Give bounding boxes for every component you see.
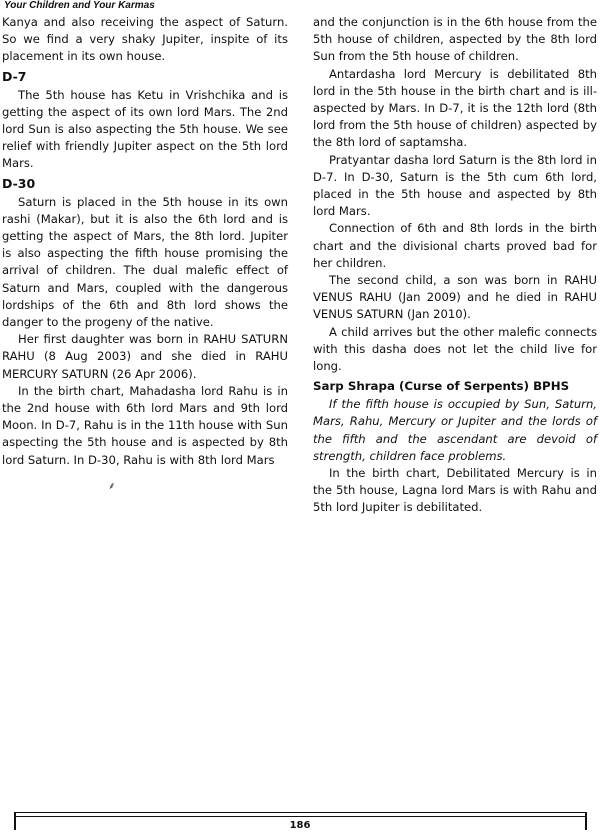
section-heading-d7: D-7 xyxy=(2,68,27,84)
paragraph: Kanya and also receiving the aspect of Saturn. So we find a very shaky Jupiter, inspite of its placement in its own house. xyxy=(2,15,288,64)
paragraph: The 5th house has Ketu in Vrishchika and is getting the aspect of its own lord Mars. The 2nd lord Sun is also aspecting the 5th house. We see relief with friendly Jupiter aspect on the 5th lord Mars. xyxy=(2,87,288,171)
paragraph: The second child, a son was born in RAHU VENUS RAHU (Jan 2009) and he died in RAHU VENUS SATURN (Jan 2010). xyxy=(313,273,597,322)
running-head: Your Children and Your Karmas xyxy=(4,0,155,11)
left-column xyxy=(2,14,288,469)
footer-rule xyxy=(14,812,586,813)
section-heading-d30: D-30 xyxy=(2,175,36,191)
paragraph: and the conjunction is in the 6th house from the 5th house of children, aspected by the 8th lord Sun from the 5th house of children. xyxy=(313,15,597,64)
paragraph: Connection of 6th and 8th lords in the birth chart and the divisional charts proved bad for her children. xyxy=(313,221,597,270)
page-number: 186 xyxy=(289,820,311,831)
quoted-rule: If the fifth house is occupied by Sun, Saturn, Mars, Rahu, Mercury or Jupiter and the lords of the fifth and the ascendant are devoid of strength, children face problems. xyxy=(313,397,597,463)
footer-rule xyxy=(14,816,586,817)
paragraph: Pratyantar dasha lord Saturn is the 8th lord in D-7. In D-30, Saturn is the 5th cum 6th lord, placed in the 5th house and aspected by 8th lord Mars. xyxy=(313,152,597,219)
right-column xyxy=(313,14,597,517)
paragraph: Her first daughter was born in RAHU SATURN RAHU (8 Aug 2003) and she died in RAHU MERCURY SATURN (26 Apr 2006). xyxy=(2,332,288,381)
paragraph: Saturn is placed in the 5th house in its own rashi (Makar), but it is also the 6th lord and is getting the aspect of Mars, the 8th lord. Jupiter is also aspecting the fifth house promising the arrival of children. The dual malefic effect of Saturn and Mars, coupled with the dangerous lordships of the 6th and 8th lord shows the danger to the progeny of the native. xyxy=(2,194,288,330)
paragraph: In the birth chart, Mahadasha lord Rahu is in the 2nd house with 6th lord Mars and 9th lord Moon. In D-7, Rahu is in the 11th house with Sun aspecting the 5th house and is aspected by 8th lord Saturn. In D-30, Rahu is with 8th lord Mars xyxy=(2,383,288,467)
section-heading-sarp-shrapa: Sarp Shrapa (Curse of Serpents) BPHS xyxy=(313,379,570,394)
paragraph: A child arrives but the other malefic connects with this dasha does not let the child live for long. xyxy=(313,324,597,374)
paragraph: In the birth chart, Debilitated Mercury is in the 5th house, Lagna lord Mars is with Rahu and 5th lord Jupiter is debilitated. xyxy=(313,466,597,515)
stray-mark: ⸙ xyxy=(108,481,116,492)
paragraph: Antardasha lord Mercury is debilitated 8th lord in the 5th house in the birth chart and is ill-aspected by Mars. In D-7, it is the 12th lord (8th lord from the 5th house of children) aspected by the 8th lord of saptamsha. xyxy=(313,66,597,150)
